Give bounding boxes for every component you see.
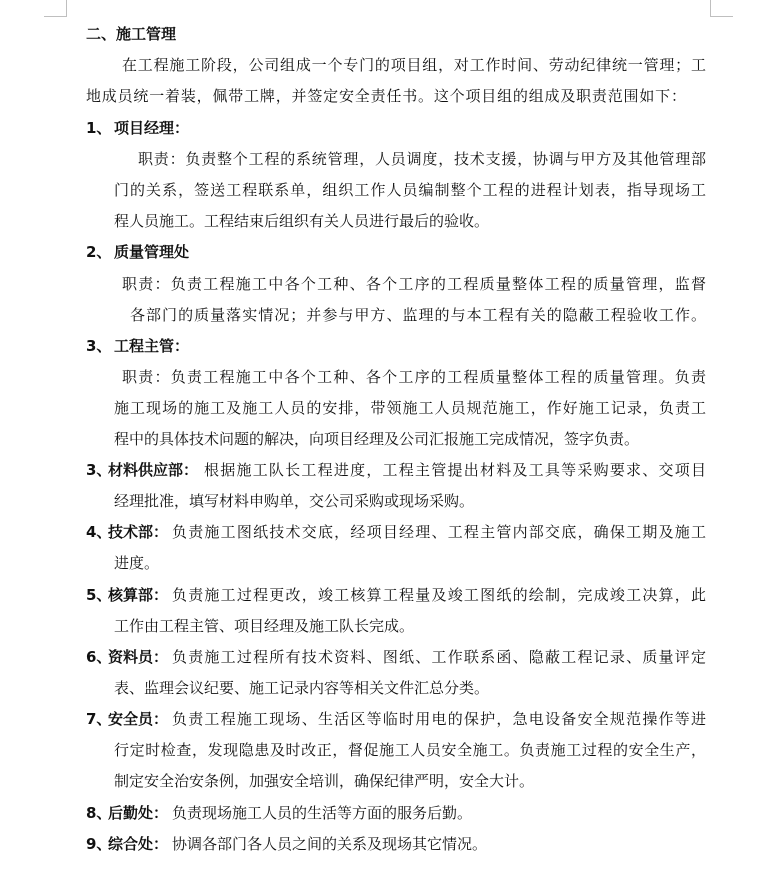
- crop-mark-top-left: [44, 0, 67, 17]
- section-1-line-2: 门的关系，签送工程联系单，组织工作人员编制整个工程的进程计划表，指导现场工: [114, 181, 706, 199]
- item-safety-title: 安全员：: [108, 710, 169, 728]
- item-records-title: 资料员：: [108, 648, 169, 666]
- section-1-line-1: 职责：负责整个工程的系统管理，人员调度，技术支援，协调与甲方及其他管理部: [138, 150, 706, 168]
- item-materials-title: 材料供应部：: [108, 461, 199, 479]
- item-tech-line-1: 负责施工图纸技术交底，经项目经理、工程主管内部交底，确保工期及施工: [172, 523, 706, 541]
- item-accounting-line-2: 工作由工程主管、项目经理及施工队长完成。: [114, 617, 415, 635]
- section-2-line-1: 职责：负责工程施工中各个工种、各个工序的工程质量整体工程的质量管理，监督: [122, 275, 706, 293]
- section-1-line-3: 程人员施工。工程结束后组织有关人员进行最后的验收。: [114, 212, 490, 230]
- section-2-line-2: 各部门的质量落实情况；并参与甲方、监理的与本工程有关的隐蔽工程验收工作。: [130, 306, 706, 324]
- section-3-line-3: 程中的具体技术问题的解决，向项目经理及公司汇报施工完成情况，签字负责。: [114, 430, 640, 448]
- crop-mark-top-right: [710, 0, 733, 17]
- item-tech-title: 技术部：: [108, 523, 169, 541]
- item-records-line-2: 表、监理会议纪要、施工记录内容等相关文件汇总分类。: [114, 679, 490, 697]
- item-accounting-number: 5、: [86, 586, 112, 604]
- item-safety-line-2: 行定时检查，发现隐患及时改正，督促施工人员安全施工。负责施工过程的安全生产，: [114, 741, 706, 759]
- section-2-number: 2、: [86, 243, 112, 261]
- item-general-title: 综合处：: [108, 835, 169, 853]
- item-safety-number: 7、: [86, 710, 112, 728]
- section-1-title: 项目经理：: [114, 119, 190, 137]
- item-logistics-line-1: 负责现场施工人员的生活等方面的服务后勤。: [172, 804, 473, 822]
- section-3-title: 工程主管：: [114, 337, 190, 355]
- item-tech-number: 4、: [86, 523, 112, 541]
- item-safety-line-3: 制定安全治安条例，加强安全培训，确保纪律严明，安全大计。: [114, 772, 535, 790]
- item-accounting-line-1: 负责施工过程更改，竣工核算工程量及竣工图纸的绘制，完成竣工决算，此: [172, 586, 706, 604]
- intro-line-2: 地成员统一着装，佩带工牌，并签定安全责任书。这个项目组的组成及职责范围如下：: [86, 87, 686, 105]
- intro-line-1: 在工程施工阶段，公司组成一个专门的项目组，对工作时间、劳动纪律统一管理；工: [122, 56, 706, 74]
- section-heading: 二、施工管理: [86, 25, 177, 43]
- section-3-line-1: 职责：负责工程施工中各个工种、各个工序的工程质量整体工程的质量管理。负责: [122, 368, 706, 386]
- item-records-line-1: 负责施工过程所有技术资料、图纸、工作联系函、隐蔽工程记录、质量评定: [172, 648, 706, 666]
- item-materials-number: 3、: [86, 461, 112, 479]
- item-materials-line-2: 经理批准，填写材料申购单，交公司采购或现场采购。: [114, 492, 475, 510]
- item-logistics-number: 8、: [86, 804, 112, 822]
- section-1-number: 1、: [86, 119, 112, 137]
- item-general-number: 9、: [86, 835, 112, 853]
- item-materials-line-1: 根据施工队长工程进度，工程主管提出材料及工具等采购要求、交项目: [204, 461, 706, 479]
- item-general-line-1: 协调各部门各人员之间的关系及现场其它情况。: [172, 835, 488, 853]
- item-records-number: 6、: [86, 648, 112, 666]
- section-2-title: 质量管理处: [114, 243, 190, 261]
- section-3-number: 3、: [86, 337, 112, 355]
- item-logistics-title: 后勤处：: [108, 804, 169, 822]
- item-accounting-title: 核算部：: [108, 586, 169, 604]
- section-3-line-2: 施工现场的施工及施工人员的安排，带领施工人员规范施工，作好施工记录，负责工: [114, 399, 706, 417]
- item-tech-line-2: 进度。: [114, 554, 160, 572]
- item-safety-line-1: 负责工程施工现场、生活区等临时用电的保护，急电设备安全规范操作等进: [172, 710, 706, 728]
